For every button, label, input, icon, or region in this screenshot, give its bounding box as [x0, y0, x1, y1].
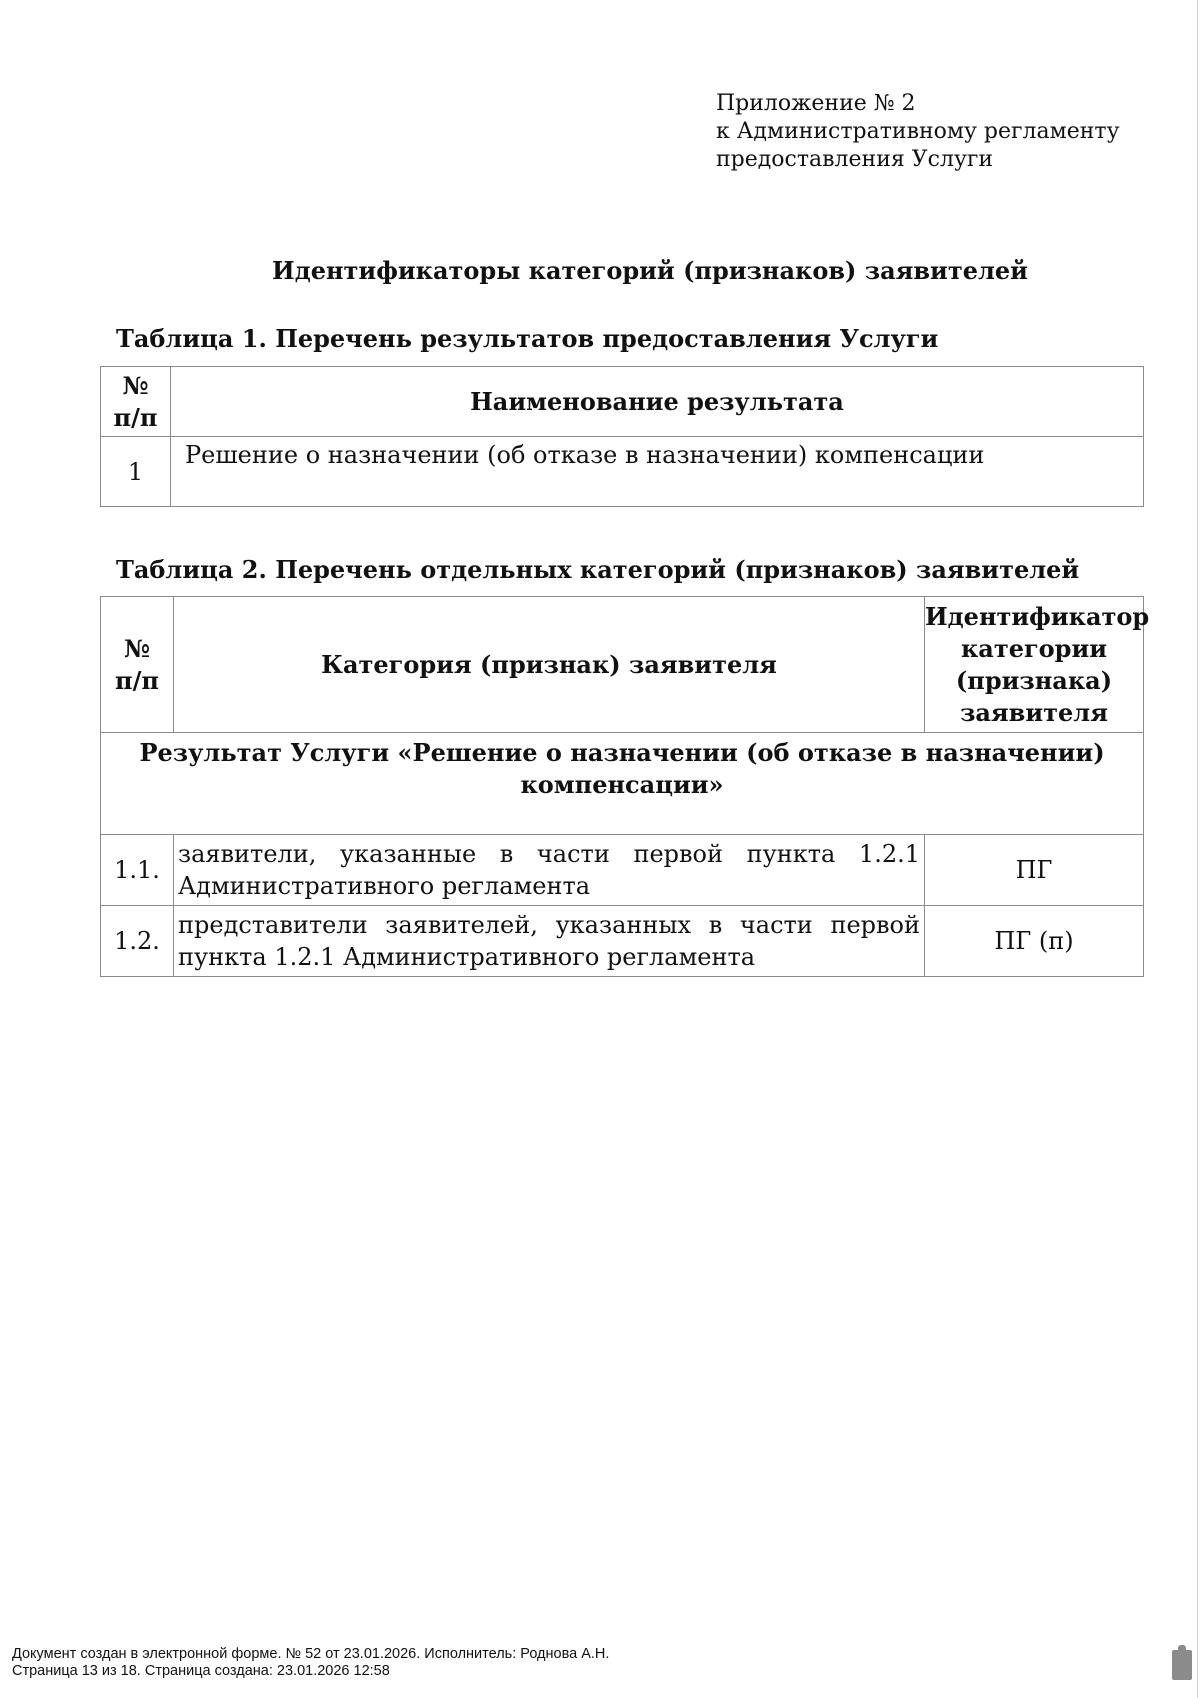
page-footer — [12, 1646, 609, 1680]
table2-title: Таблица 2. Перечень отдельных категорий (признаков) заявителей — [116, 555, 1080, 584]
header-text: категории — [960, 633, 1108, 663]
categories-table — [100, 596, 1150, 977]
header-text: Идентификатор — [925, 601, 1150, 631]
annex-line: предоставления Услуги — [716, 147, 994, 172]
header-text: № — [123, 633, 151, 663]
header-text: (признака) — [955, 665, 1113, 695]
footer-line: Документ создан в электронной форме. № 52 от 23.01.2026. Исполнитель: Роднова А.Н. — [12, 1646, 610, 1662]
annex-line: к Административному регламенту — [716, 119, 1120, 144]
table-row — [101, 906, 1144, 977]
header-num — [101, 367, 171, 437]
header-category: Категория (признак) заявителя — [174, 597, 925, 733]
page-edge — [1197, 0, 1198, 1698]
table-row — [101, 437, 1144, 507]
annex-block — [716, 90, 1120, 174]
header-result-name: Наименование результата — [171, 367, 1144, 437]
cell-category: представители заявителей, указанных в части первой пункта 1.2.1 Административного регламента — [174, 906, 925, 977]
header-text: заявителя — [960, 697, 1108, 727]
header-identifier — [925, 597, 1150, 733]
cell-num: 1.1. — [101, 835, 174, 906]
cell-num: 1 — [101, 437, 171, 507]
annex-line: Приложение № 2 — [716, 91, 916, 116]
result-text: Результат Услуги «Решение о назначении (об отказе в назначении) — [139, 738, 1105, 767]
header-text: п/п — [113, 402, 158, 432]
results-table — [100, 366, 1144, 507]
cell-identifier: ПГ (п) — [925, 906, 1144, 977]
cell-num: 1.2. — [101, 906, 174, 977]
seal-icon — [1172, 1650, 1192, 1680]
header-text: № — [122, 370, 149, 400]
cell-category: заявители, указанные в части первой пункта 1.2.1 Административного регламента — [174, 835, 925, 906]
table-header-row — [101, 367, 1144, 437]
cell-result-name: Решение о назначении (об отказе в назначении) компенсации — [171, 437, 1144, 507]
result-text: компенсации» — [520, 770, 724, 799]
table-row — [101, 835, 1144, 906]
page-title: Идентификаторы категорий (признаков) заявителей — [272, 256, 1028, 285]
header-text: п/п — [115, 665, 159, 695]
result-group-row — [101, 733, 1144, 835]
result-group-cell — [101, 733, 1144, 835]
footer-line: Страница 13 из 18. Страница создана: 23.01.2026 12:58 — [12, 1663, 390, 1679]
header-num — [101, 597, 174, 733]
table-header-row — [101, 597, 1144, 733]
table1-title: Таблица 1. Перечень результатов предоставления Услуги — [116, 324, 939, 353]
cell-identifier: ПГ — [925, 835, 1144, 906]
